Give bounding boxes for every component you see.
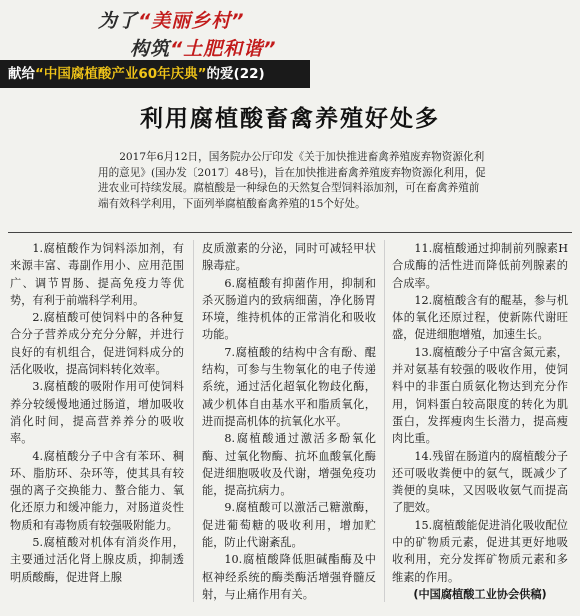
benefit-item: 11.腐植酸通过抑制前列腺素H合成酶的活性进而降低前列腺素的合成率。	[392, 242, 568, 290]
slogan-2-highlight: “土肥和谐”	[170, 38, 277, 60]
benefit-item: 8.腐植酸通过激活多酚氧化酶、过氧化物酶、抗坏血酸氧化酶促进细胞吸收及代谢，增强免疫功能，提高抗病力。	[202, 432, 376, 498]
benefit-item: 5.腐植酸对机体有消炎作用，主要通过活化肾上腺皮质，抑制透明质酸酶，促进肾上腺	[10, 536, 184, 584]
slogan-2-prefix: 构筑	[130, 38, 171, 60]
benefit-item: 6.腐植酸有抑菌作用，抑制和杀灭肠道内的致病细菌，净化肠胃环境，维持机体的正常消化和吸收功能。	[202, 276, 376, 342]
benefit-item: 1.腐植酸作为饲料添加剂，有来源丰富、毒副作用小、应用范围广、调节胃肠、提高免疫力等优势，有利于前端科学利用。	[10, 242, 184, 307]
column-divider	[384, 240, 385, 602]
benefit-item: 13.腐植酸分子中富含氮元素，并对氨基有较强的吸收作用，使饲料中的非蛋白质氨化物达到充分作用，饲料蛋白较高限度的转化为肌蛋白，发挥瘦肉生长潜力，提高瘦肉比重。	[392, 345, 568, 446]
column-3	[392, 240, 568, 586]
header-banner	[0, 0, 580, 96]
article-intro: 2017年6月12日，国务院办公厅印发《关于加快推进畜禽养殖废弃物资源化利用的意见》(国办发〔2017〕48号)，旨在加快推进畜禽养殖废弃物资源化利用，促进农业可持续发展。腐植酸是一种绿色的天然复合型饲料添加剂，可在畜禽养殖前端有效科学利用，下面列举腐植酸畜禽养殖的15个好处。	[98, 151, 486, 210]
benefit-item: 14.残留在肠道内的腐植酸分子还可吸收粪便中的氨气，既减少了粪便的臭味，又因吸收氨气而提高了肥效。	[392, 449, 568, 515]
article-title: 利用腐植酸畜禽养殖好处多	[140, 106, 440, 132]
slogan-line-1	[98, 6, 245, 33]
benefit-item: 9.腐植酸可以激活己糖激酶，促进葡萄糖的吸收利用，增加贮能，防止代谢紊乱。	[202, 501, 376, 550]
slogan-line-2	[130, 34, 277, 61]
benefit-item: 4.腐植酸分子中含有苯环、稠环、脂肪环、杂环等，使其具有较强的离子交换能力、螯合能力、氧化还原力和缓冲能力，对肠道炎性物质和有毒物质有较强吸附能力。	[10, 449, 184, 532]
benefit-item: 12.腐植酸含有的醌基，参与机体的氧化还原过程，使新陈代谢旺盛，促进细胞增殖，加速生长。	[392, 293, 568, 342]
article-credit: (中国腐植酸工业协会供稿)	[413, 588, 547, 601]
benefit-item: 15.腐植酸能促进消化吸收配位中的矿物质元素，促进其更好地吸收利用，充分发挥矿物质元素和多维素的作用。	[392, 518, 568, 584]
benefit-item: 2.腐植酸可使饲料中的各种复合分子营养成分充分分解，并进行良好的有机组合，促进饲料成分的活化吸收，提高饲料转化效率。	[10, 311, 184, 377]
benefit-item-continued: 皮质激素的分泌，同时可减轻甲状腺毒症。	[202, 242, 376, 273]
column-divider	[193, 240, 194, 602]
dedication-highlight: “中国腐植酸产业60年庆典”	[35, 66, 207, 82]
dedication-suffix: 的爱(22)	[206, 66, 265, 82]
benefit-item: 3.腐植酸的吸附作用可使饲料养分较缓慢地通过肠道，增加吸收消化时间，提高营养养分的吸收率。	[10, 380, 184, 446]
dedication-bar	[0, 60, 310, 88]
benefit-item: 7.腐植酸的结构中含有酚、醌结构，可参与生物氧化的电子传递系统，通过活化超氧化物歧化酶，减少机体自由基水平和脂质氧化，进而提高机体的抗氧化水平。	[202, 345, 376, 428]
benefit-item: 10.腐植酸降低胆碱酯酶及中枢神经系统的酶类酶活增强脊髓反射，与止痛作用有关。	[202, 553, 376, 601]
column-2	[202, 240, 376, 603]
column-1	[10, 240, 184, 586]
dedication-prefix: 献给	[8, 66, 35, 82]
slogan-1-highlight: “美丽乡村”	[138, 10, 245, 32]
divider-rule	[8, 232, 572, 233]
slogan-1-prefix: 为了	[98, 10, 139, 32]
